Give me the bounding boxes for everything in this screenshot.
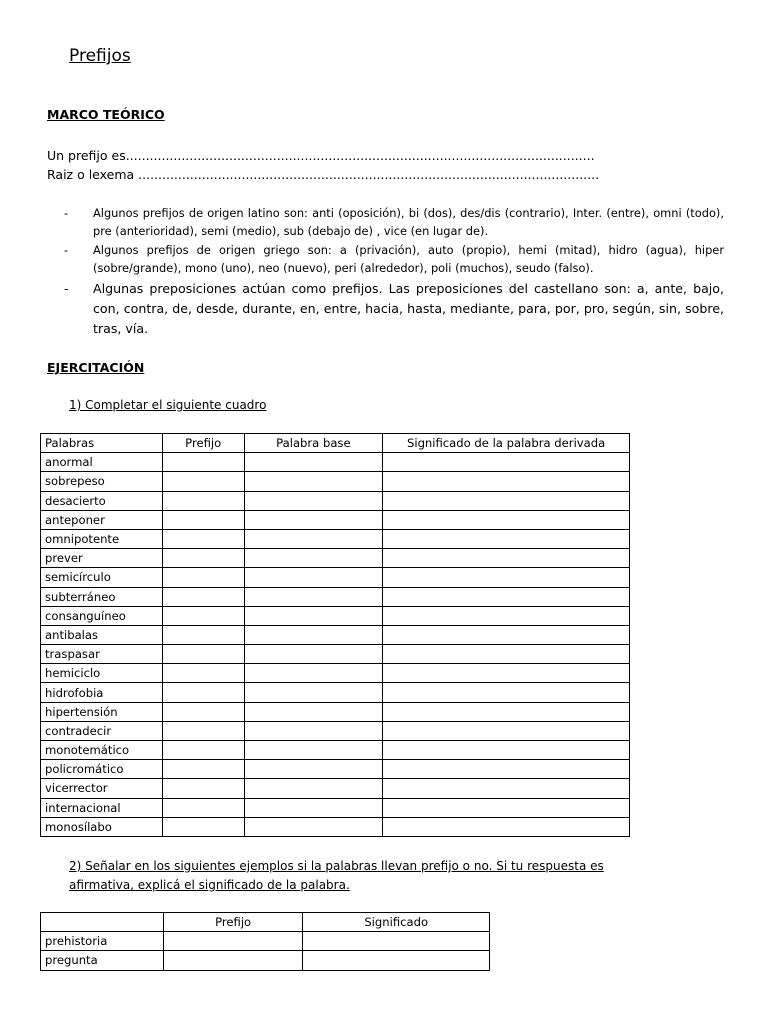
bullet-greek-prefixes (64, 242, 724, 277)
word-cell: policromático (41, 760, 163, 779)
table-row (41, 587, 630, 606)
table-row (41, 664, 630, 683)
answer-cell[interactable] (162, 510, 244, 529)
answer-cell[interactable] (162, 741, 244, 760)
word-cell: sobrepeso (41, 472, 163, 491)
answer-cell[interactable] (162, 472, 244, 491)
answer-cell[interactable] (244, 760, 383, 779)
marco-teorico-heading: MARCO TEÓRICO (47, 107, 165, 122)
bullet-dash: - (64, 243, 69, 257)
answer-cell[interactable] (162, 549, 244, 568)
answer-cell[interactable] (163, 932, 303, 951)
word-cell: contradecir (41, 721, 163, 740)
word-cell: hemiciclo (41, 664, 163, 683)
answer-cell[interactable] (383, 645, 630, 664)
answer-cell[interactable] (162, 664, 244, 683)
theory-bullet-list (64, 205, 724, 341)
table-row (41, 645, 630, 664)
word-cell: monotemático (41, 741, 163, 760)
answer-cell[interactable] (244, 645, 383, 664)
table-row (41, 472, 630, 491)
table-row (41, 491, 630, 510)
word-cell: semicírculo (41, 568, 163, 587)
exercise-2-title: 2) Señalar en los siguientes ejemplos si la palabras llevan prefijo o no. Si tu respuesta es afirmativa, explicá el significado de la palabra. (69, 859, 604, 892)
bullet-text: Algunas preposiciones actúan como prefijos. Las preposiciones del castellano son: a, ante, bajo, con, contra, de, desde, durante, en, entre, hacia, hasta, mediante, para, por, pro, según, sin, sobre, tras, vía. (93, 281, 724, 336)
table-row (41, 779, 630, 798)
answer-cell[interactable] (163, 951, 303, 970)
raiz-definition-line: Raiz o lexema .................................................................................................................... (47, 167, 600, 182)
answer-cell[interactable] (244, 568, 383, 587)
answer-cell[interactable] (303, 951, 490, 970)
exercise-1-title: 1) Completar el siguiente cuadro (69, 398, 267, 412)
word-cell: antibalas (41, 625, 163, 644)
table-header-row (41, 913, 490, 932)
answer-cell[interactable] (162, 702, 244, 721)
answer-cell[interactable] (383, 625, 630, 644)
answer-cell[interactable] (383, 568, 630, 587)
table-row (41, 760, 630, 779)
answer-cell[interactable] (162, 760, 244, 779)
word-cell: anormal (41, 453, 163, 472)
answer-cell[interactable] (244, 625, 383, 644)
table-row (41, 951, 490, 970)
header-palabras: Palabras (41, 434, 163, 453)
table-row (41, 741, 630, 760)
header-palabra-base: Palabra base (244, 434, 383, 453)
word-cell: anteponer (41, 510, 163, 529)
word-cell: monosílabo (41, 817, 163, 836)
answer-cell[interactable] (162, 817, 244, 836)
header-prefijo: Prefijo (163, 913, 303, 932)
table-row (41, 453, 630, 472)
word-cell: desacierto (41, 491, 163, 510)
page-title: Prefijos (69, 46, 131, 66)
answer-cell[interactable] (162, 645, 244, 664)
word-cell: hipertensión (41, 702, 163, 721)
table-row (41, 529, 630, 548)
answer-cell[interactable] (383, 664, 630, 683)
exercise-1-table (40, 433, 630, 837)
prefijo-definition-line: Un prefijo es...................................................................................................................... (47, 148, 595, 163)
header-prefijo: Prefijo (162, 434, 244, 453)
answer-cell[interactable] (383, 721, 630, 740)
word-cell: consanguíneo (41, 606, 163, 625)
answer-cell[interactable] (383, 683, 630, 702)
table-row (41, 510, 630, 529)
answer-cell[interactable] (162, 798, 244, 817)
table-row (41, 683, 630, 702)
table-row (41, 932, 490, 951)
answer-cell[interactable] (383, 472, 630, 491)
answer-cell[interactable] (244, 472, 383, 491)
table-row (41, 549, 630, 568)
header-blank (41, 913, 164, 932)
answer-cell[interactable] (244, 741, 383, 760)
table-row (41, 817, 630, 836)
answer-cell[interactable] (162, 568, 244, 587)
bullet-dash: - (64, 281, 69, 296)
word-cell: traspasar (41, 645, 163, 664)
bullet-dash: - (64, 206, 69, 220)
answer-cell[interactable] (383, 510, 630, 529)
answer-cell[interactable] (162, 683, 244, 702)
answer-cell[interactable] (244, 683, 383, 702)
answer-cell[interactable] (162, 587, 244, 606)
table-row (41, 798, 630, 817)
answer-cell[interactable] (383, 779, 630, 798)
answer-cell[interactable] (162, 529, 244, 548)
word-cell: subterráneo (41, 587, 163, 606)
answer-cell[interactable] (244, 664, 383, 683)
answer-cell[interactable] (383, 741, 630, 760)
header-significado: Significado de la palabra derivada (383, 434, 630, 453)
answer-cell[interactable] (244, 798, 383, 817)
answer-cell[interactable] (162, 453, 244, 472)
answer-cell[interactable] (383, 453, 630, 472)
answer-cell[interactable] (303, 932, 490, 951)
word-cell: vicerrector (41, 779, 163, 798)
bullet-prepositions (64, 279, 724, 339)
answer-cell[interactable] (383, 549, 630, 568)
answer-cell[interactable] (162, 491, 244, 510)
word-cell: omnipotente (41, 529, 163, 548)
answer-cell[interactable] (244, 817, 383, 836)
bullet-text: Algunos prefijos de origen griego son: a (privación), auto (propio), hemi (mitad), hidro (agua), hiper (sobre/grande), mono (uno), neo (nuevo), peri (alrededor), poli (muchos), seudo (falso). (93, 243, 724, 275)
word-cell: internacional (41, 798, 163, 817)
answer-cell[interactable] (244, 453, 383, 472)
word-cell: prehistoria (41, 932, 164, 951)
answer-cell[interactable] (244, 491, 383, 510)
table-header-row (41, 434, 630, 453)
answer-cell[interactable] (383, 606, 630, 625)
header-significado: Significado (303, 913, 490, 932)
answer-cell[interactable] (383, 760, 630, 779)
bullet-latin-prefixes (64, 205, 724, 240)
answer-cell[interactable] (162, 606, 244, 625)
exercise-2-table (40, 912, 490, 971)
answer-cell[interactable] (383, 491, 630, 510)
answer-cell[interactable] (244, 587, 383, 606)
table-row (41, 625, 630, 644)
table-row (41, 606, 630, 625)
answer-cell[interactable] (162, 779, 244, 798)
word-cell: pregunta (41, 951, 164, 970)
answer-cell[interactable] (244, 702, 383, 721)
answer-cell[interactable] (244, 549, 383, 568)
answer-cell[interactable] (162, 625, 244, 644)
table-row (41, 568, 630, 587)
word-cell: prever (41, 549, 163, 568)
answer-cell[interactable] (244, 510, 383, 529)
answer-cell[interactable] (383, 529, 630, 548)
ejercitacion-heading: EJERCITACIÓN (47, 360, 145, 375)
bullet-text: Algunos prefijos de origen latino son: anti (oposición), bi (dos), des/dis (contrario), Inter. (entre), omni (todo), pre (anterioridad), semi (medio), sub (debajo de) , vice (en lugar de). (93, 206, 724, 238)
answer-cell[interactable] (162, 721, 244, 740)
answer-cell[interactable] (383, 798, 630, 817)
answer-cell[interactable] (244, 529, 383, 548)
table-row (41, 721, 630, 740)
table-row (41, 702, 630, 721)
word-cell: hidrofobia (41, 683, 163, 702)
answer-cell[interactable] (244, 721, 383, 740)
answer-cell[interactable] (244, 606, 383, 625)
answer-cell[interactable] (244, 779, 383, 798)
answer-cell[interactable] (383, 817, 630, 836)
answer-cell[interactable] (383, 702, 630, 721)
answer-cell[interactable] (383, 587, 630, 606)
